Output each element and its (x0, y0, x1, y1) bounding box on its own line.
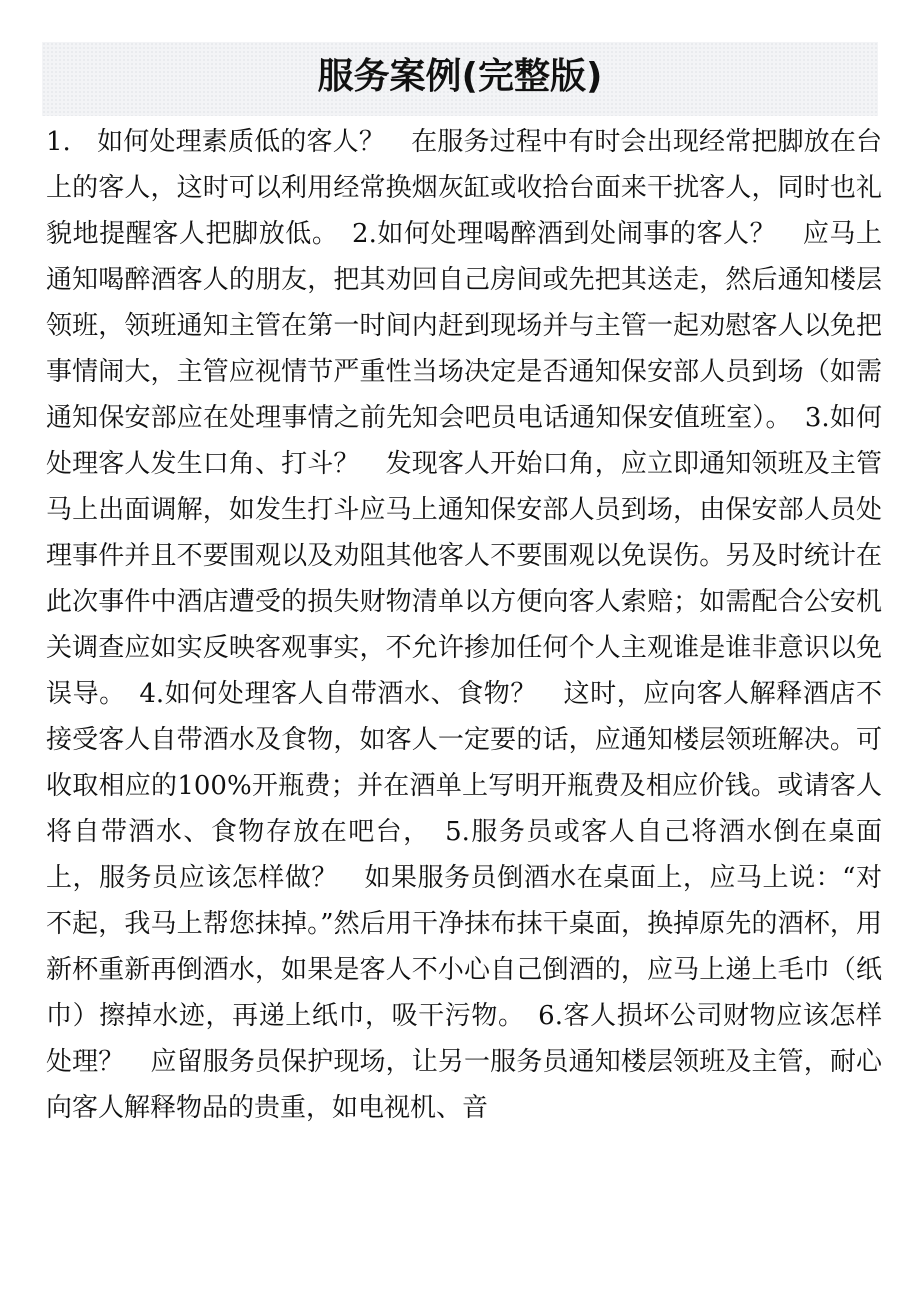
body-paragraph: 1. 如何处理素质低的客人？ 在服务过程中有时会出现经常把脚放在台上的客人，这时可以利用经常换烟灰缸或收拾台面来干扰客人，同时也礼貌地提醒客人把脚放低。 2.如何处理喝醉酒到处闹事的客人？ 应马上通知喝醉酒客人的朋友，把其劝回自己房间或先把其送走，然后通知楼层领班，领班通知主管在第一时间内赶到现场并与主管一起劝慰客人以免把事情闹大，主管应视情节严重性当场决定是否通知保安部人员到场（如需通知保安部应在处理事情之前先知会吧员电话通知保安值班室）。 3.如何处理客人发生口角、打斗？ 发现客人开始口角，应立即通知领班及主管马上出面调解，如发生打斗应马上通知保安部人员到场，由保安部人员处理事件并且不要围观以及劝阻其他客人不要围观以免误伤。另及时统计在此次事件中酒店遭受的损失财物清单以方便向客人索赔；如需配合公安机关调查应如实反映客观事实，不允许掺加任何个人主观谁是谁非意识以免误导。 4.如何处理客人自带酒水、食物？ 这时，应向客人解释酒店不接受客人自带酒水及食物，如客人一定要的话，应通知楼层领班解决。可收取相应的100%开瓶费；并在酒单上写明开瓶费及相应价钱。或请客人将自带酒水、食物存放在吧台， 5.服务员或客人自己将酒水倒在桌面上，服务员应该怎样做？ 如果服务员倒酒水在桌面上，应马上说：“对不起，我马上帮您抹掉。”然后用干净抹布抹干桌面，换掉原先的酒杯，用新杯重新再倒酒水，如果是客人不小心自己倒酒的，应马上递上毛巾（纸巾）擦掉水迹，再递上纸巾，吸干污物。 6.客人损坏公司财物应该怎样处理？ 应留服务员保护现场，让另一服务员通知楼层领班及主管，耐心向客人解释物品的贵重，如电视机、音 (46, 127, 882, 1123)
title-banner (42, 42, 878, 116)
page-title: 服务案例(完整版) (317, 56, 603, 97)
